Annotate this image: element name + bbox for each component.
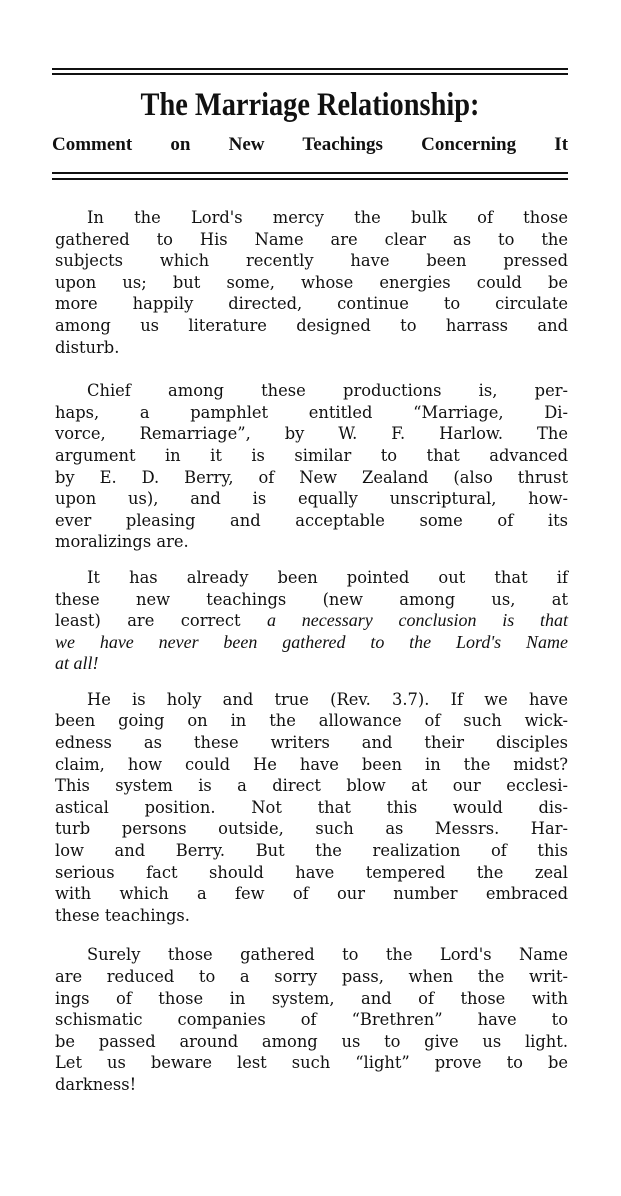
- text-line: been going on in the allowance of such wick-: [55, 711, 568, 731]
- italic-line: at all!: [55, 653, 99, 674]
- paragraph: [55, 207, 568, 358]
- subtitle-word: It: [554, 134, 569, 155]
- top-rule-2: [52, 73, 568, 75]
- paragraph: [55, 380, 568, 553]
- text-line: Surely those gathered to the Lord's Name: [87, 945, 568, 965]
- top-rule-1: [52, 68, 568, 70]
- bottom-rule-1: [52, 172, 568, 174]
- text-line: more happily directed, continue to circulate: [55, 294, 568, 314]
- text-line: upon us), and is equally unscriptural, how-: [55, 489, 568, 509]
- text-line: with which a few of our number embraced: [55, 884, 568, 904]
- text-line: claim, how could He have been in the midst?: [55, 754, 568, 774]
- article-body: [55, 207, 568, 1096]
- text-line: moralizings are.: [55, 532, 189, 552]
- text-line: astical position. Not that this would dis-: [55, 797, 568, 817]
- text-line: these new teachings (new among us, at: [55, 589, 568, 609]
- text-line: turb persons outside, such as Messrs. Har-: [55, 819, 568, 839]
- text-line: gathered to His Name are clear as to the: [55, 229, 568, 249]
- text-line: low and Berry. But the realization of this: [55, 841, 568, 861]
- text-line: vorce, Remarriage”, by W. F. Harlow. The: [55, 424, 568, 444]
- text-line: haps, a pamphlet entitled “Marriage, Di-: [55, 402, 568, 422]
- text-line: It has already been pointed out that if: [87, 567, 568, 587]
- subtitle-word: Concerning: [421, 134, 517, 155]
- article-subtitle: [52, 134, 568, 156]
- text-line: He is holy and true (Rev. 3.7). If we have: [87, 689, 568, 709]
- text-line: In the Lord's mercy the bulk of those: [87, 208, 568, 227]
- paragraph: [55, 944, 568, 1095]
- subtitle-word: New: [228, 134, 265, 155]
- subtitle-word: Teachings: [302, 134, 383, 155]
- subtitle-word: Comment: [52, 134, 133, 155]
- text-line: darkness!: [55, 1074, 137, 1094]
- text-line: This system is a direct blow at our ecclesi-: [55, 776, 568, 796]
- italic-text: a necessary conclusion is that: [267, 610, 568, 631]
- text-line: upon us; but some, whose energies could be: [55, 272, 568, 292]
- text-line: argument in it is similar to that advanced: [55, 445, 568, 465]
- paragraph: [55, 567, 568, 675]
- text-line: ings of those in system, and of those with: [55, 988, 568, 1008]
- paragraph: [55, 689, 568, 927]
- text-line: among us literature designed to harrass and: [55, 315, 568, 335]
- text-line: edness as these writers and their disciples: [55, 733, 568, 753]
- text-line: by E. D. Berry, of New Zealand (also thrust: [55, 467, 568, 487]
- text-line: these teachings.: [55, 905, 190, 925]
- text-line: schismatic companies of “Brethren” have to: [55, 1010, 568, 1030]
- bottom-rule-2: [52, 178, 568, 180]
- text-line: are reduced to a sorry pass, when the writ-: [55, 967, 568, 986]
- text-line: Chief among these productions is, per-: [87, 381, 568, 401]
- text-line: serious fact should have tempered the zeal: [55, 862, 568, 882]
- text-line: disturb.: [55, 337, 120, 357]
- text-line: be passed around among us to give us light.: [55, 1031, 568, 1051]
- roman-text: least) are correct: [55, 611, 241, 631]
- text-line: subjects which recently have been pressed: [55, 251, 568, 271]
- text-line: Let us beware lest such “light” prove to be: [55, 1053, 568, 1073]
- italic-line: we have never been gathered to the Lord's Name: [55, 631, 568, 652]
- article-title: The Marriage Relationship:: [140, 87, 480, 123]
- text-line: ever pleasing and acceptable some of its: [55, 510, 568, 530]
- subtitle-word: on: [170, 134, 191, 155]
- text-line: [55, 610, 568, 632]
